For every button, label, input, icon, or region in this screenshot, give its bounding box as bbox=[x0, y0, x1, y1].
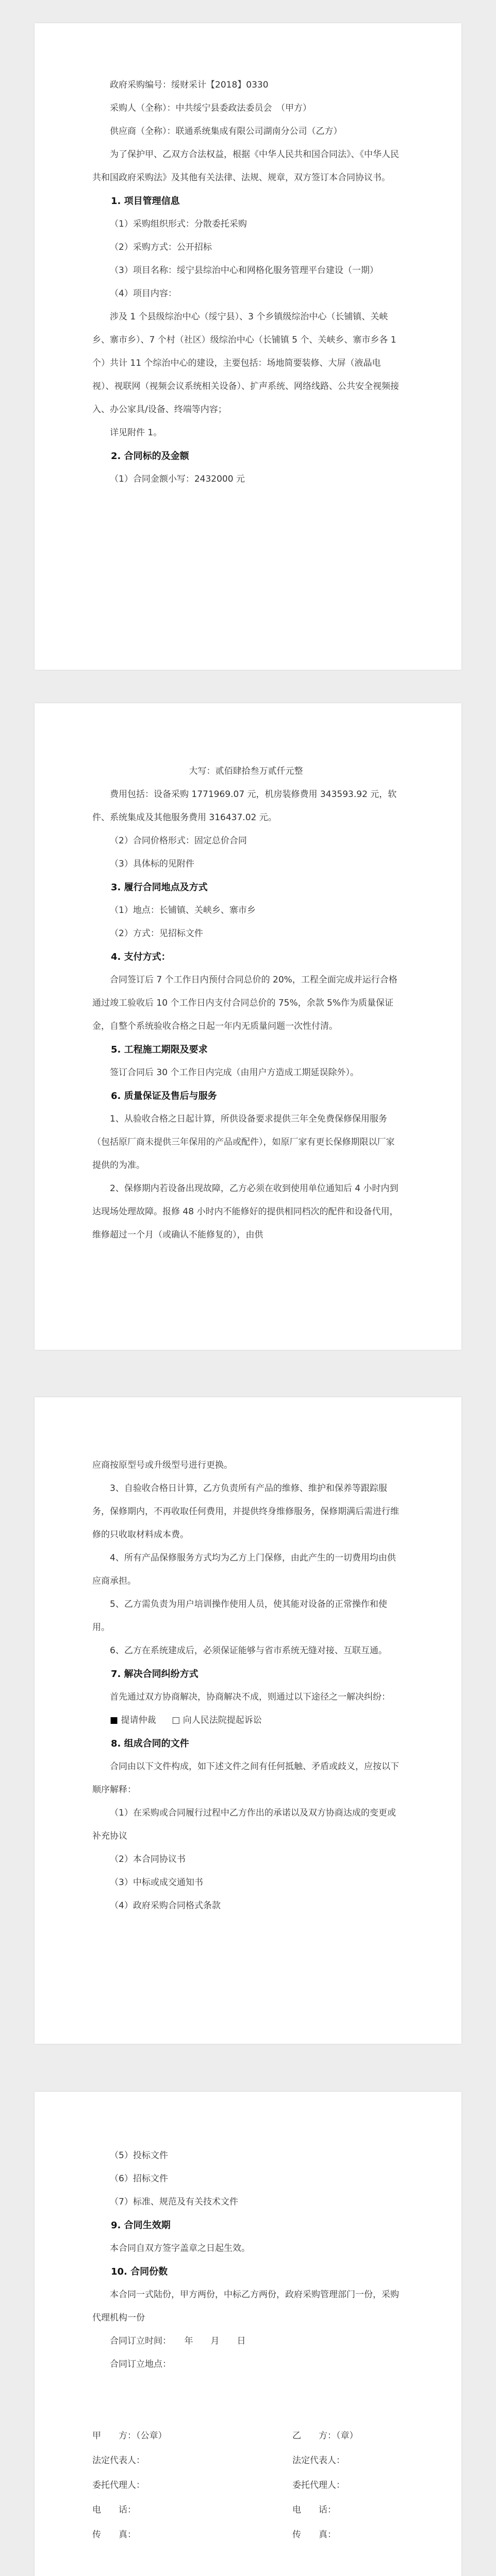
project-content-paragraph: 涉及 1 个县级综治中心（绥宁县）、3 个乡镇级综治中心（长铺镇、关峡乡、寨市乡）、7 个村（社区）级综治中心（长铺镇 5 个、关峡乡、寨市乡各 1 个）共计 11 个综治中心的建设，主要包括：场地简要装修、大屏（液晶电视）、视联网（视频会议系统相关设备）、扩声系统、网络线路、公共安全视频接入、办公家具/设备、终端等内容； bbox=[92, 312, 399, 415]
contract-doc-5: （5）投标文件 bbox=[110, 2150, 168, 2161]
preamble-paragraph: 为了保护甲、乙双方合法权益，根据《中华人民共和国合同法》、《中华人民共和国政府采购法》及其他有关法律、法规、规章，双方签订本合同协议书。 bbox=[92, 149, 399, 183]
performance-method: （2）方式：见招标文件 bbox=[110, 928, 203, 939]
see-attachment: 详见附件 1。 bbox=[110, 428, 162, 438]
party-a-label: 甲 方：（公章） bbox=[92, 2431, 167, 2441]
procurement-method: （2）采购方式：公开招标 bbox=[110, 242, 212, 252]
party-a-fax: 传 真： bbox=[92, 2530, 136, 2540]
payment-terms: 合同签订后 7 个工作日内预付合同总价的 20%，工程全面完成并运行合格通过竣工验收后 10 个工作日内支付合同总价的 75%，余款 5%作为质量保证金，自整个系统验收合格之日起一年内无质量问题一次性付清。 bbox=[92, 975, 398, 1031]
effective-date-clause: 本合同自双方签字盖章之日起生效。 bbox=[110, 2243, 250, 2253]
party-b-legal-rep: 法定代表人： bbox=[292, 2455, 345, 2466]
signing-place: 合同订立地点： bbox=[110, 2359, 171, 2369]
contract-doc-2: （2）本合同协议书 bbox=[110, 1854, 186, 1865]
contract-doc-4: （4）政府采购合同格式条款 bbox=[110, 1901, 221, 1911]
party-b-fax: 传 真： bbox=[292, 2530, 336, 2540]
dispute-paragraph: 首先通过双方协商解决，协商解决不成，则通过以下途径之一解决纠纷： bbox=[110, 1692, 390, 1702]
party-a-agent: 委托代理人： bbox=[92, 2480, 145, 2490]
copies-clause: 本合同一式陆份，甲方两份，中标乙方两份，政府采购管理部门一份，采购代理机构一份 bbox=[92, 2290, 399, 2323]
document-page-2 bbox=[35, 703, 461, 1350]
price-form: （2）合同价格形式：固定总价合同 bbox=[110, 836, 247, 846]
warranty-clause-6: 6、乙方在系统建成后，必须保证能够与省市系统无缝对接、互联互通。 bbox=[110, 1646, 387, 1656]
court-option-label: 向人民法院提起诉讼 bbox=[183, 1715, 262, 1725]
document-page-1 bbox=[35, 23, 461, 670]
warranty-clause-1: 1、从验收合格之日起计算，所供设备要求提供三年全免费保修保用服务（包括原厂商未提供三年保用的产品或配件），如原厂家有更长保修期限以厂家提供的为准。 bbox=[92, 1114, 395, 1171]
purchaser-line: 采购人（全称）：中共绥宁县委政法委员会 （甲方） bbox=[110, 103, 311, 113]
section-heading-2: 2. 合同标的及金额 bbox=[111, 451, 189, 462]
contract-amount-lower: （1）合同金额小写：2432000 元 bbox=[110, 474, 245, 484]
signature-block bbox=[92, 2424, 400, 2547]
subject-matter: （3）具体标的见附件 bbox=[110, 859, 194, 869]
document-page-3 bbox=[35, 1397, 461, 2044]
court-checkbox-unchecked: □ bbox=[172, 1715, 180, 1725]
arbitration-option-label: 提请仲裁 bbox=[121, 1715, 156, 1725]
dispute-options bbox=[92, 1709, 400, 1732]
fee-breakdown: 费用包括：设备采购 1771969.07 元，机房装修费用 343593.92 元，软件、系统集成及其他服务费用 316437.02 元。 bbox=[92, 789, 397, 823]
section-heading-5: 5. 工程施工期限及要求 bbox=[111, 1044, 208, 1055]
party-b-agent: 委托代理人： bbox=[292, 2480, 345, 2490]
party-a-legal-rep: 法定代表人： bbox=[92, 2455, 145, 2466]
section-heading-10: 10. 合同份数 bbox=[111, 2266, 168, 2277]
warranty-clause-2-cont: 应商按原型号或升级型号进行更换。 bbox=[92, 1460, 233, 1470]
arbitration-checkbox-checked: ■ bbox=[110, 1715, 119, 1725]
section-heading-8: 8. 组成合同的文件 bbox=[111, 1738, 189, 1749]
procurement-number: 政府采购编号：绥财采计【2018】0330 bbox=[110, 80, 269, 90]
warranty-clause-5: 5、乙方需负责为用户培训操作使用人员，使其能对设备的正常操作和使用。 bbox=[92, 1599, 387, 1633]
party-a-phone: 电 话： bbox=[92, 2505, 136, 2515]
section-heading-1: 1. 项目管理信息 bbox=[111, 196, 180, 207]
party-b-label: 乙 方：（章） bbox=[292, 2431, 358, 2441]
contract-doc-7: （7）标准、规范及有关技术文件 bbox=[110, 2197, 238, 2207]
section-heading-9: 9. 合同生效期 bbox=[111, 2220, 171, 2231]
project-content-label: （4）项目内容： bbox=[110, 289, 177, 299]
contract-doc-3: （3）中标或成交通知书 bbox=[110, 1877, 203, 1888]
section-heading-3: 3. 履行合同地点及方式 bbox=[111, 882, 208, 893]
performance-location: （1）地点：长铺镇、关峡乡、寨市乡 bbox=[110, 905, 256, 916]
project-name: （3）项目名称：绥宁县综治中心和网格化服务管理平台建设（一期） bbox=[110, 265, 378, 276]
section-heading-6: 6. 质量保证及售后与服务 bbox=[111, 1091, 217, 1101]
contract-doc-1: （1）在采购或合同履行过程中乙方作出的承诺以及双方协商达成的变更或补充协议 bbox=[92, 1808, 396, 1841]
contract-doc-6: （6）招标文件 bbox=[110, 2174, 168, 2184]
section-heading-4: 4. 支付方式： bbox=[111, 952, 171, 962]
signing-date: 合同订立时间： 年 月 日 bbox=[110, 2336, 246, 2346]
procurement-form: （1）采购组织形式：分散委托采购 bbox=[110, 219, 247, 229]
supplier-line: 供应商（全称）：联通系统集成有限公司湖南分公司（乙方） bbox=[110, 126, 342, 137]
warranty-clause-3: 3、自验收合格日计算，乙方负责所有产品的维修、维护和保养等跟踪服务，保修期内，不再收取任何费用，并提供终身维修服务，保修期满后需进行维修的只收取材料成本费。 bbox=[92, 1483, 399, 1540]
construction-period: 签订合同后 30 个工作日内完成（由用户方造成工期延误除外）。 bbox=[110, 1067, 359, 1078]
contract-amount-upper: 大写：贰佰肆拾叁万贰仟元整 bbox=[189, 766, 303, 776]
contract-docs-intro: 合同由以下文件构成，如下述文件之间有任何抵触、矛盾或歧义，应按以下顺序解释： bbox=[92, 1761, 399, 1795]
warranty-clause-4: 4、所有产品保修服务方式均为乙方上门保修，由此产生的一切费用均由供应商承担。 bbox=[92, 1553, 396, 1586]
warranty-clause-2: 2、保修期内若设备出现故障，乙方必须在收到使用单位通知后 4 小时内到达现场处理故障。报修 48 小时内不能修好的提供相同档次的配件和设备代用，维修超过一个月（或确认不能修复的），由供 bbox=[92, 1183, 399, 1240]
section-heading-7: 7. 解决合同纠纷方式 bbox=[111, 1669, 199, 1680]
document-page-4 bbox=[35, 2092, 461, 2576]
party-b-phone: 电 话： bbox=[292, 2505, 336, 2515]
